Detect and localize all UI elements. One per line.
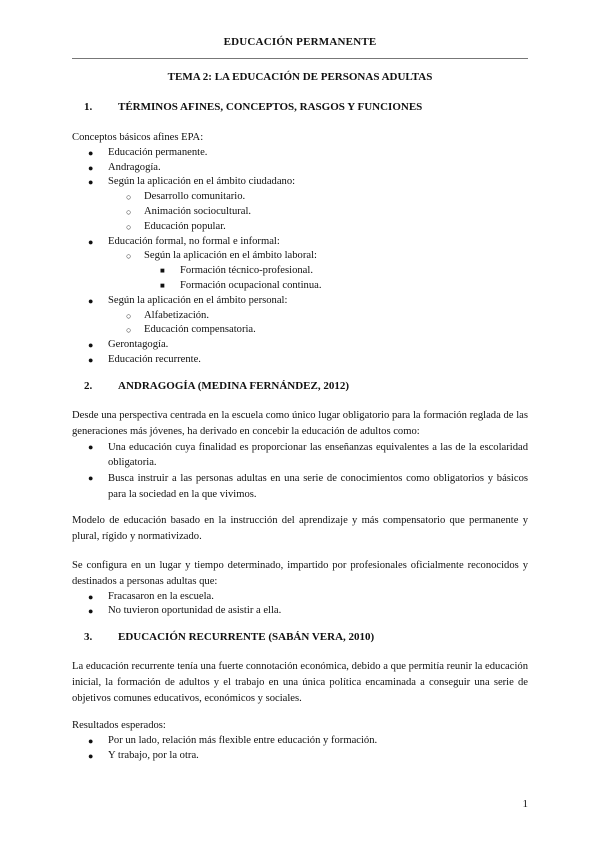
square-bullet-icon: ■ [160, 266, 165, 276]
section-2-paragraph-3 [72, 558, 528, 619]
bullet-icon: ● [88, 340, 94, 351]
list-item: ● Fracasaron en la escuela. [72, 590, 528, 605]
section-title: ANDRAGOGÍA (MEDINA FERNÁNDEZ, 2012) [118, 380, 350, 392]
circle-bullet-icon: ○ [126, 251, 132, 262]
bullet-list [72, 590, 528, 620]
circle-bullet-icon: ○ [126, 206, 132, 217]
running-header: EDUCACIÓN PERMANENTE [223, 36, 377, 48]
circle-bullet-icon: ○ [126, 325, 132, 336]
bullet-icon: ● [88, 750, 94, 761]
page-number: 1 [522, 798, 528, 810]
paragraph: Resultados esperados: [72, 720, 166, 731]
paragraph: Conceptos básicos afines EPA: [72, 132, 204, 143]
concept-list [72, 146, 528, 368]
section-3-heading [72, 631, 528, 643]
circle-bullet-icon: ○ [126, 310, 132, 321]
section-2-paragraph-2 [72, 513, 528, 545]
bullet-icon: ● [88, 177, 94, 188]
bullet-icon: ● [88, 591, 94, 602]
section-3-results [72, 718, 528, 763]
paragraph: Modelo de educación basado en la instrucción del aprendizaje y más compensatorio que permanente y plural, rígido y normativizado. [72, 515, 528, 542]
bullet-icon: ● [88, 441, 94, 452]
square-bullet-icon: ■ [160, 280, 165, 290]
list-item: ● Gerontagogía. [72, 338, 528, 353]
bullet-icon: ● [88, 162, 94, 173]
list-item: ● No tuvieron oportunidad de asistir a ella. [72, 604, 528, 619]
list-item: ● Una educación cuya finalidad es proporcionar las enseñanzas equivalentes a las de la escolaridad obligatoria. [88, 441, 528, 469]
circle-bullet-icon: ○ [126, 192, 132, 203]
bullet-icon: ● [88, 606, 94, 617]
bullet-list [72, 734, 528, 764]
paragraph: Se configura en un lugar y tiempo determinado, impartido por profesionales oficialmente reconocidos y destinados a personas adultas que: [72, 560, 528, 587]
section-number: 3. [84, 631, 93, 643]
section-title: EDUCACIÓN RECURRENTE (SABÁN VERA, 2010) [118, 631, 375, 643]
section-1-body [72, 130, 528, 368]
bullet-icon: ● [88, 295, 94, 306]
list-item: ● Por un lado, relación más flexible entre educación y formación. [72, 734, 528, 749]
list-item: ○ Educación popular. [72, 220, 528, 235]
list-item: ● Educación recurrente. [72, 353, 528, 368]
header-divider [72, 58, 528, 59]
bullet-icon: ● [88, 735, 94, 746]
section-title: TÉRMINOS AFINES, CONCEPTOS, RASGOS Y FUNCIONES [118, 101, 423, 113]
paragraph: La educación recurrente tenía una fuerte connotación económica, debido a que permitía reunir la educación inicial, la formación de adultos y el trabajo en una única política encaminada a conseguir una serie de objetivos comunes educativos, económicos y sociales. [72, 661, 528, 704]
bullet-icon: ● [88, 473, 94, 484]
section-number: 2. [84, 380, 93, 392]
section-3-body [72, 659, 528, 706]
list-item: ○ Según la aplicación en el ámbito laboral: [72, 249, 528, 264]
list-item: ● Y trabajo, por la otra. [72, 749, 528, 764]
circle-bullet-icon: ○ [126, 221, 132, 232]
list-item: ○ Educación compensatoria. [72, 323, 528, 338]
list-item: ○ Desarrollo comunitario. [72, 190, 528, 205]
section-2-body [72, 408, 528, 503]
bullet-list [72, 440, 528, 503]
section-2-heading [72, 380, 528, 392]
section-number: 1. [84, 101, 93, 113]
bullet-icon: ● [88, 147, 94, 158]
list-item: ● Educación permanente. [72, 146, 528, 161]
bullet-icon: ● [88, 354, 94, 365]
list-item: ● Educación formal, no formal e informal: [72, 235, 528, 250]
list-item: ● Según la aplicación en el ámbito personal: [72, 294, 528, 309]
list-item: ● Según la aplicación en el ámbito ciudadano: [72, 175, 528, 190]
paragraph: Desde una perspectiva centrada en la escuela como único lugar obligatorio para la formación reglada de las generaciones más jóvenes, ha derivado en concebir la educación de adultos como: [72, 410, 528, 437]
list-item: ■ Formación técnico-profesional. [72, 264, 528, 279]
list-item: ● Busca instruir a las personas adultas en una serie de conocimientos como obligatorios y básicos para la sociedad en la que vivimos. [88, 473, 528, 500]
document-title: TEMA 2: LA EDUCACIÓN DE PERSONAS ADULTAS [167, 71, 433, 83]
list-item: ○ Animación sociocultural. [72, 205, 528, 220]
list-item: ● Andragogía. [72, 161, 528, 176]
bullet-icon: ● [88, 236, 94, 247]
section-1-heading [72, 101, 528, 113]
list-item: ■ Formación ocupacional continua. [72, 279, 528, 294]
list-item: ○ Alfabetización. [72, 309, 528, 324]
